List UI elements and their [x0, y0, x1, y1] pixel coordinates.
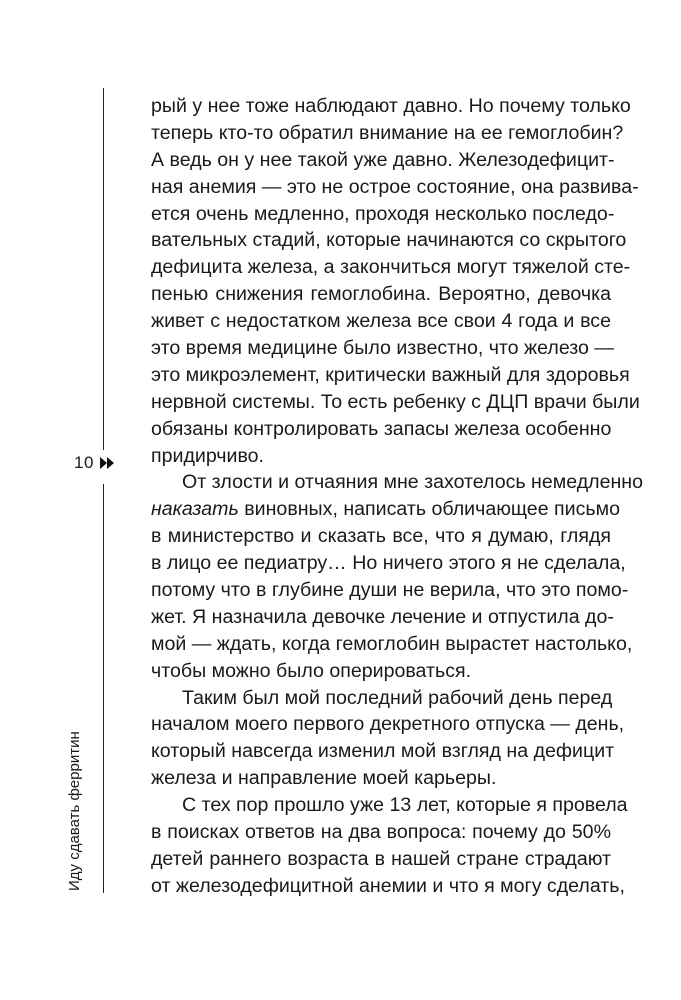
text-line: жет. Я назначила девочке лечение и отпустила до-: [151, 605, 614, 628]
text-line: [151, 496, 620, 523]
text-line: это время медицине было известно, что железо —: [151, 337, 614, 360]
text-line: чтобы можно было оперироваться.: [151, 659, 472, 682]
text-line: мой — ждать, когда гемоглобин вырастет настолько,: [151, 632, 633, 655]
text-line: в поисках ответов на два вопроса: почему до 50%: [151, 821, 611, 844]
text-line: это микроэлемент, критически важный для здоровья: [151, 363, 630, 386]
text-line: От злости и отчаяния мне захотелось немедленно: [182, 471, 644, 494]
emphasized-word: наказать: [151, 498, 239, 521]
text-line: нервной системы. То есть ребенку с ДЦП врачи были: [151, 390, 640, 413]
text-line: вательных стадий, которые начинаются со скрытого: [151, 229, 627, 252]
text-line: ная анемия — это не острое состояние, она развива-: [151, 175, 639, 198]
margin-rule-top: [103, 88, 104, 450]
text-line: потому что в глубине души не верила, что это помо-: [151, 579, 629, 602]
page-number: 10: [74, 453, 94, 472]
text-line: придирчиво.: [151, 444, 264, 467]
text-line: пенью снижения гемоглобина. Вероятно, девочка: [151, 283, 611, 306]
text-line: обязаны контролировать запасы железа особенно: [151, 417, 612, 440]
running-head: Иду сдавать ферритин: [66, 731, 83, 891]
double-chevron-right-icon: [99, 457, 115, 469]
text-line: теперь кто-то обратил внимание на ее гемоглобин?: [151, 121, 624, 144]
text-line: от железодефицитной анемии и что я могу сделать,: [151, 874, 625, 897]
text-line: началом моего первого декретного отпуска — день,: [151, 713, 625, 736]
body-text: [151, 93, 644, 900]
text-line: в министерство и сказать все, что я думаю, глядя: [151, 525, 611, 548]
text-line: Таким был мой последний рабочий день перед: [182, 686, 613, 709]
text-line: С тех пор прошло уже 13 лет, которые я провела: [182, 794, 628, 817]
page-number-block: [74, 451, 124, 475]
text-run: виновных, написать обличающее письмо: [238, 498, 620, 521]
text-line: железа и направление моей карьеры.: [151, 767, 497, 790]
text-line: детей раннего возраста в нашей стране страдают: [151, 847, 611, 870]
text-line: живет с недостатком железа все свои 4 года и все: [151, 310, 611, 333]
text-line: дефицита железа, а закончиться могут тяжелой сте-: [151, 256, 631, 279]
margin-rule-bottom: [103, 484, 104, 893]
text-line: который навсегда изменил мой взгляд на дефицит: [151, 740, 615, 763]
text-line: рый у нее тоже наблюдают давно. Но почему только: [151, 95, 631, 117]
text-line: в лицо ее педиатру… Но ничего этого я не сделала,: [151, 552, 626, 575]
text-line: А ведь он у нее такой уже давно. Железодефицит-: [151, 148, 615, 171]
text-line: ется очень медленно, проходя несколько последо-: [151, 202, 615, 225]
